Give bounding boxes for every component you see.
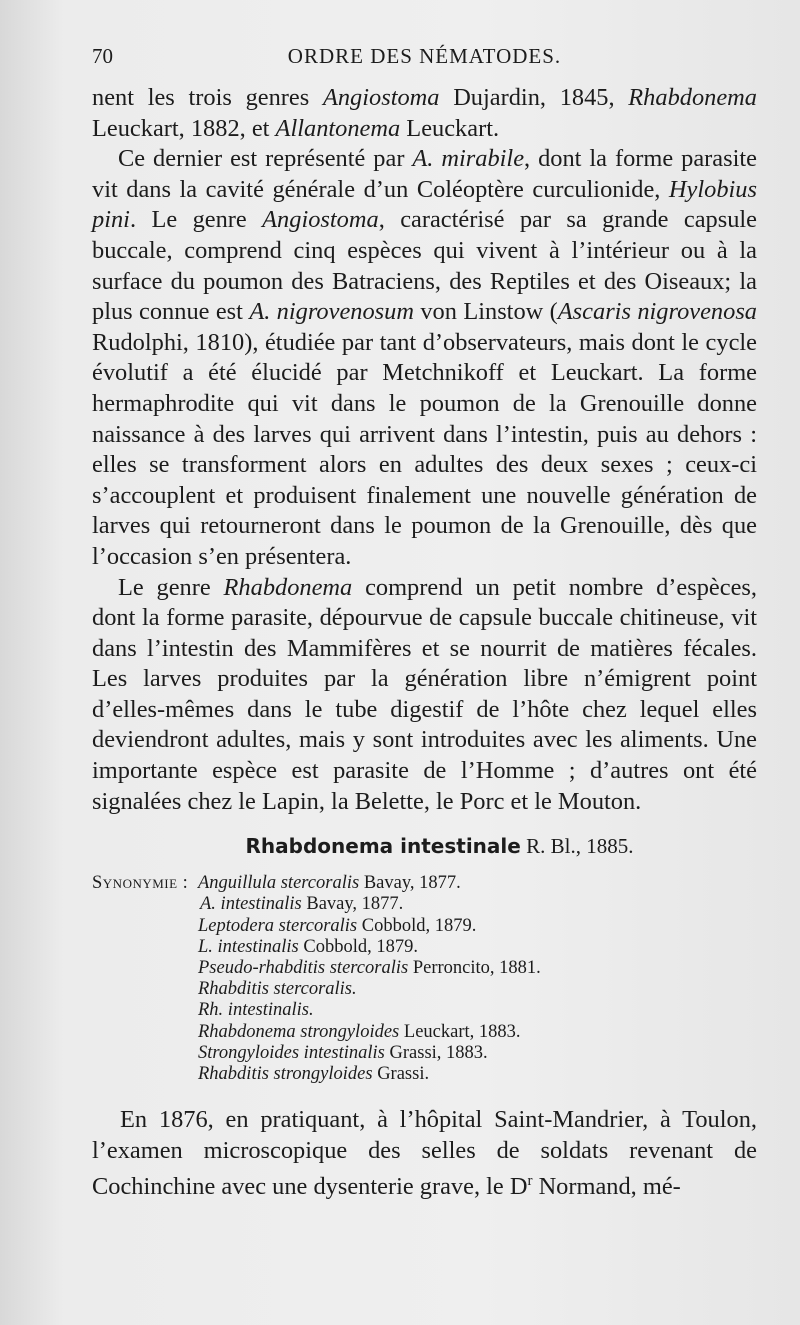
page-body — [92, 83, 757, 1203]
synonym-entry — [198, 958, 758, 979]
synonymy-label: Synonymie : — [92, 873, 189, 894]
text-run: Leuckart, 1882, et — [92, 114, 276, 142]
species-heading — [92, 831, 757, 861]
synonym-author: Perroncito, 1881. — [408, 958, 541, 979]
text-run: En 1876, en pratiquant, à l’hôpital Saint-Mandrier, à Toulon, l’examen microscopique des selles de soldats revenant de Cochinchine avec une dysenterie grave, le D — [92, 1106, 757, 1201]
text-run: Le genre — [118, 573, 224, 601]
synonym-author: Cobbold, 1879. — [357, 915, 477, 936]
synonym-name: Pseudo-rhabditis stercoralis — [198, 958, 409, 979]
paragraph-2 — [92, 144, 757, 572]
paragraph-3 — [92, 573, 757, 818]
genus-name: Angiostoma — [262, 206, 379, 234]
synonym-entry — [198, 1043, 758, 1064]
synonym-author: Grassi. — [372, 1064, 430, 1085]
superscript: r — [527, 1173, 533, 1190]
text-run: , caractérisé par sa grande capsule buccale, comprend cinq espèces qui vivent à l’intérieur ou à la surface du poumon des Batraciens, des Reptiles et des Oiseaux; la plus connue est — [92, 206, 758, 326]
synonym-name: Leptodera stercoralis — [198, 915, 358, 936]
genus-name: Allantonema — [275, 114, 401, 142]
synonym-name: L. intestinalis — [198, 936, 299, 957]
synonym-name: Rh. intestinalis. — [198, 1000, 314, 1021]
synonym-entry — [198, 979, 758, 1000]
species-authority: R. Bl., 1885. — [520, 834, 634, 859]
synonym-author: Bavay, 1877. — [301, 894, 404, 915]
synonym-name: Strongyloides intestinalis — [198, 1042, 385, 1063]
genus-name: Rhabdonema — [628, 84, 757, 111]
species-name: Ascaris nigrovenosa — [557, 298, 758, 326]
running-title: ORDRE DES NÉMATODES. — [287, 44, 562, 68]
synonym-author: Leuckart, 1883. — [399, 1021, 521, 1042]
synonym-entry — [198, 937, 758, 958]
text-run: , dont la forme parasite vit dans la cavité générale d’un Coléoptère curculionide, — [92, 145, 757, 203]
paragraph-4 — [92, 1105, 757, 1203]
synonym-name: Rhabditis strongyloides — [198, 1064, 373, 1085]
genus-name: Rhabdonema — [223, 573, 353, 601]
text-run: Dujardin, 1845, — [439, 84, 629, 111]
synonym-entry — [198, 873, 758, 894]
synonymy-block — [92, 873, 757, 1105]
spacer — [92, 817, 757, 831]
synonym-name: A. intestinalis — [200, 894, 302, 915]
page-header — [92, 44, 757, 74]
text-run: Leuckart. — [400, 114, 500, 142]
paragraph-1 — [92, 83, 757, 144]
synonym-entry — [198, 1022, 758, 1043]
text-run: Normand, mé- — [532, 1173, 681, 1201]
synonym-list — [198, 873, 758, 1085]
synonym-entry — [198, 1064, 758, 1085]
synonym-entry — [198, 894, 758, 915]
synonym-entry — [198, 916, 758, 937]
text-run: . Le genre — [129, 206, 263, 234]
synonym-author: Grassi, 1883. — [384, 1042, 488, 1063]
text-run: von Linstow ( — [413, 298, 558, 326]
text-run: comprend un petit nombre d’espèces, dont la forme parasite, dépourvue de capsule buccale chitineuse, vit dans l’intestin des Mammifères et se nourrit de matières fécales. Les larves produites par la génération libre n’émigrent point d’elles-mêmes dans le tube digestif de l’hôte chez lequel elles deviendront adultes, mais y sont introduites avec les aliments. Une importante espèce est parasite de l’Homme ; d’autres ont été signalées chez le Lapin, la Belette, le Porc et le Mouton. — [92, 573, 757, 815]
synonym-name: Anguillula stercoralis — [198, 873, 360, 894]
synonym-entry — [198, 1000, 758, 1021]
synonym-name: Rhabditis stercoralis. — [198, 979, 357, 1000]
synonym-name: Rhabdonema strongyloides — [198, 1021, 400, 1042]
species-title: Rhabdonema intestinale — [245, 834, 521, 859]
text-run: nent les trois genres — [92, 84, 323, 111]
synonym-author: Bavay, 1877. — [359, 873, 461, 894]
species-name: Hylobius pini — [92, 175, 757, 234]
text-run: Rudolphi, 1810), étudiée par tant d’observateurs, mais dont le cycle évolutif a été élucidé par Metchnikoff et Leuckart. La forme hermaphrodite qui vit dans le poumon de la Grenouille donne naissance à des larves qui arrivent dans l’intestin, puis au dehors : elles se transforment alors en adultes des deux sexes ; ceux-ci s’accouplent et produisent finalement une nouvelle génération de larves qui retourneront dans le poumon de la Grenouille, dès que l’occasion s’en présentera. — [92, 328, 757, 570]
species-name: A. mirabile — [412, 145, 525, 173]
species-name: A. nigrovenosum — [249, 298, 414, 326]
synonym-author: Cobbold, 1879. — [298, 936, 418, 957]
page-number: 70 — [92, 44, 113, 68]
text-run: Ce dernier est représenté par — [118, 145, 413, 173]
genus-name: Angiostoma — [322, 84, 440, 111]
